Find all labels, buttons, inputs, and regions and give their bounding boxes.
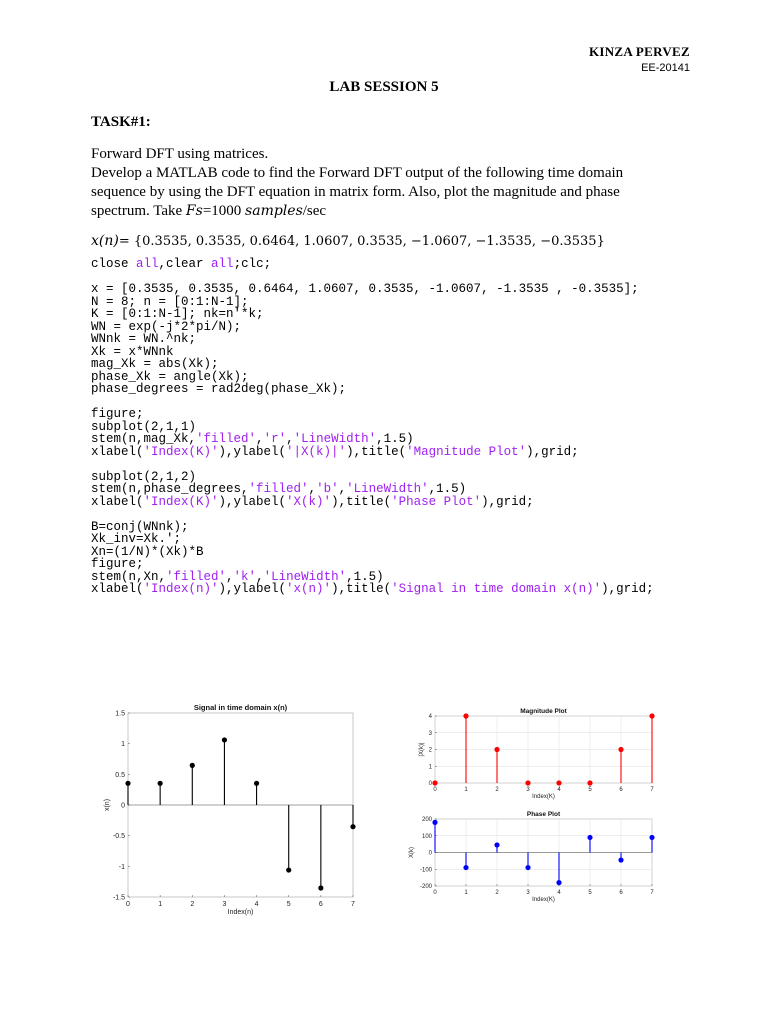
chart-time-domain [100,700,362,922]
sequence-lhs: x(n) [91,233,119,249]
x-tick-label: 7 [650,787,654,793]
stem-marker [525,780,530,785]
stem-marker [318,885,323,890]
code-token: ),ylabel( [218,582,287,596]
x-tick-label: 7 [351,901,355,908]
session-title: LAB SESSION 5 [329,79,439,95]
code-token: WN = exp(-j*2*pi/N); [91,319,242,334]
chart-title: Phase Plot [526,811,561,818]
stem-marker [286,867,291,872]
code-token: xlabel( [91,444,144,459]
stem-marker [649,835,654,840]
code-string-token: 'LineWidth' [263,569,347,584]
stem-marker [432,780,437,785]
stem-marker [525,865,530,870]
code-token: ,clear [158,257,212,271]
y-tick-label: 2 [428,747,432,754]
code-token: , [338,482,347,496]
code-string-token: 'Index(n)' [143,582,219,596]
y-tick-label: 3 [428,730,432,737]
code-string-token: 'Phase Plot' [391,494,482,509]
x-tick-label: 7 [650,890,654,896]
code-line [91,257,271,271]
code-token: ),grid; [601,582,654,596]
code-token: ,1.5) [428,482,467,496]
y-tick-label: 100 [421,833,432,840]
x-tick-label: 0 [433,787,437,793]
x-tick-label: 6 [619,890,623,896]
code-string-token: 'LineWidth' [293,432,377,446]
code-token: , [308,482,317,496]
code-string-token: 'LineWidth' [346,482,429,496]
code-token: stem(n,mag_Xk, [91,432,197,446]
code-token: stem(n,Xn, [91,569,167,584]
sequence-rhs: = {0.3535, 0.3535, 0.6464, 1.0607, 0.3535, −1.0607, −1.3535, −0.3535} [118,234,605,249]
task-description [91,145,691,221]
code-token: x = [0.3535, 0.3535, 0.6464, 1.0607, 0.3535, -1.0607, -1.3535 , -0.3535]; [91,282,639,296]
y-axis-label: x(n) [104,798,111,812]
y-tick-label: 0 [428,781,432,788]
description-line-3: sequence by using the DFT equation in matrix form. Also, plot the magnitude and phase [91,184,620,200]
y-tick-label: 1 [428,764,432,771]
stem-marker [587,780,592,785]
x-tick-label: 6 [318,901,323,908]
y-tick-label: 0.5 [115,771,125,779]
x-tick-label: 1 [464,890,468,896]
y-tick-label: 4 [428,714,432,721]
matlab-code-block [91,258,654,596]
code-string-token: 'k' [233,569,257,584]
x-tick-label: 4 [557,787,561,793]
stem-marker [494,747,499,752]
x-tick-label: 0 [433,890,437,896]
sequence-equation [91,233,605,249]
y-axis-label: X(k) [409,847,415,858]
code-token: xlabel( [91,494,144,509]
roll-number: EE-20141 [641,62,690,74]
y-tick-label: -1.5 [112,894,125,902]
author-name: KINZA PERVEZ [588,44,690,59]
code-token: Xk = x*WNnk [91,344,174,359]
y-tick-label: 0 [121,802,125,810]
code-token: ,1.5) [346,569,384,584]
fs-suffix: /sec [302,203,327,219]
stem-marker [222,737,227,742]
code-token: stem(n,phase_degrees, [91,482,249,496]
y-tick-label: 0 [428,850,432,857]
x-axis-label: Index(n) [227,909,254,916]
x-tick-label: 1 [158,901,163,908]
stem-marker [463,865,468,870]
code-token: ),ylabel( [218,494,287,509]
chart-magnitude [413,700,663,808]
x-tick-label: 3 [526,890,530,896]
code-token: , [286,432,294,446]
stem-marker [618,747,623,752]
y-tick-label: -0.5 [112,833,125,841]
code-token: ;clc; [233,257,272,271]
code-string-token: 'Magnitude Plot' [406,444,527,459]
code-token: xlabel( [91,582,144,596]
fs-unit: samples [245,203,303,219]
code-token: ),title( [331,494,392,509]
code-string-token: 'filled' [196,432,257,446]
code-token: ),title( [346,444,407,459]
code-token: , [226,569,234,584]
code-token: figure; [91,557,144,571]
stem-marker [556,780,561,785]
code-token: phase_Xk = angle(Xk); [91,369,249,384]
y-tick-label: -100 [419,867,432,874]
x-tick-label: 2 [495,787,499,793]
code-string-token: 'Signal in time domain x(n)' [391,582,602,596]
y-axis-label: |X(k)| [419,742,425,757]
task-title: TASK#1: [91,114,151,130]
x-tick-label: 2 [190,901,195,908]
code-string-token: 'Index(K)' [143,494,219,509]
code-string-token: 'r' [263,432,287,446]
x-tick-label: 4 [254,901,259,908]
x-tick-label: 2 [495,890,499,896]
code-token: Xn=(1/N)*(Xk)*B [91,544,204,559]
code-string-token: all [136,257,159,271]
stem-marker [618,857,623,862]
fs-symbol: Fs [185,203,203,219]
code-token: B=conj(WNnk); [91,519,189,534]
code-token: , [256,569,264,584]
stem-marker [494,842,499,847]
code-string-token: 'X(k)' [286,494,332,509]
stem-marker [190,763,195,768]
x-tick-label: 3 [526,787,530,793]
description-line-2: Develop a MATLAB code to find the Forward DFT output of the following time domain [91,165,624,181]
y-tick-label: -200 [419,884,432,891]
stem-marker [556,880,561,885]
x-tick-label: 6 [619,787,623,793]
code-token: mag_Xk = abs(Xk); [91,357,219,371]
stem-marker [463,713,468,718]
stem-marker [587,835,592,840]
x-tick-label: 5 [588,787,592,793]
code-token: ),grid; [481,494,534,509]
stem-marker [649,713,654,718]
code-token: WNnk = WN.^nk; [91,332,197,346]
code-string-token: '|X(k)|' [286,444,347,459]
chart-title: Magnitude Plot [520,708,567,715]
y-tick-label: 200 [421,817,432,824]
x-tick-label: 4 [557,890,561,896]
code-token: ),grid; [526,444,579,459]
code-line [91,495,534,509]
description-line-1: Forward DFT using matrices. [91,146,269,162]
stem-marker [158,781,163,786]
code-token: ,1.5) [376,432,414,446]
y-tick-label: 1.5 [115,710,125,718]
code-token: phase_degrees = rad2deg(phase_Xk); [91,382,347,396]
chart-phase [400,805,663,913]
code-string-token: all [211,257,234,271]
code-string-token: 'x(n)' [286,582,332,596]
fs-value: =1000 [202,203,246,219]
code-token: subplot(2,1,1) [91,419,197,434]
y-tick-label: 1 [121,741,125,749]
x-tick-label: 5 [588,890,592,896]
code-string-token: 'Index(K)' [143,444,219,459]
code-token: ),ylabel( [218,444,287,459]
chart-title: Signal in time domain x(n) [193,703,288,712]
description-line-4 [91,202,691,221]
x-axis-label: Index(K) [532,794,555,800]
code-string-token: 'filled' [248,482,309,496]
code-token: subplot(2,1,2) [91,469,197,484]
code-token: N = 8; n = [0:1:N-1]; [91,294,249,309]
x-tick-label: 3 [222,901,227,908]
stem-marker [254,781,259,786]
x-tick-label: 0 [126,901,130,908]
code-token: Xk_inv=Xk.'; [91,532,182,546]
stem-marker [432,820,437,825]
code-token: ),title( [331,582,392,596]
code-token: K = [0:1:N-1]; nk=n'*k; [91,307,264,321]
x-tick-label: 5 [286,901,291,908]
code-token: close [91,257,137,271]
x-axis-label: Index(K) [532,897,555,903]
code-string-token: 'b' [316,482,339,496]
code-token: , [256,432,264,446]
y-tick-label: -1 [118,863,125,871]
stem-marker [125,781,130,786]
code-token: figure; [91,407,144,421]
code-string-token: 'filled' [166,569,227,584]
code-line [91,582,654,596]
x-tick-label: 1 [464,787,468,793]
code-line [91,445,579,459]
code-line [91,382,346,396]
fs-prefix: spectrum. Take [91,203,186,219]
stem-marker [350,824,355,829]
